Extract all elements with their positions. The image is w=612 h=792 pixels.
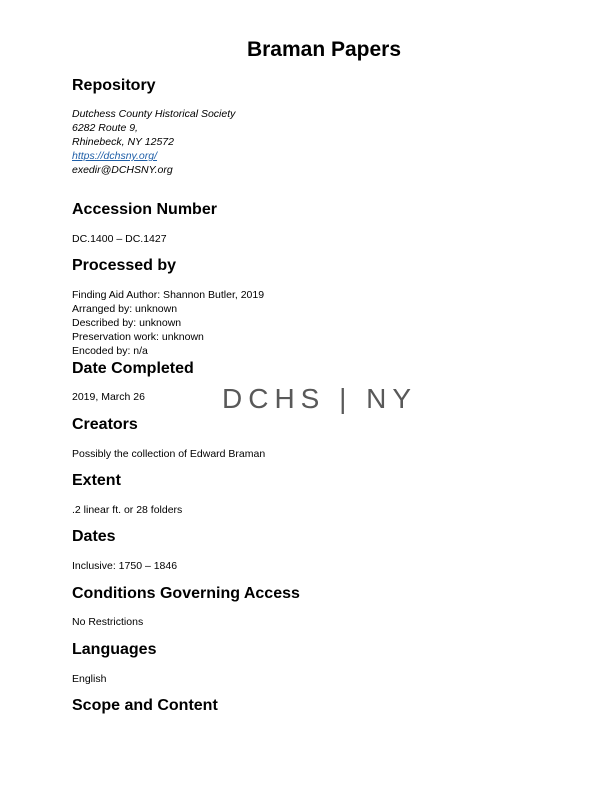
creators-heading: Creators <box>72 416 138 433</box>
repository-heading: Repository <box>72 77 156 94</box>
access-value: No Restrictions <box>72 616 144 628</box>
processed-by-described: Described by: unknown <box>72 317 182 329</box>
repository-name: Dutchess County Historical Society <box>72 108 236 120</box>
date-completed-value: 2019, March 26 <box>72 391 145 403</box>
repository-website-link[interactable]: https://dchsny.org/ <box>72 150 158 162</box>
processed-by-heading: Processed by <box>72 257 177 274</box>
processed-by-encoded: Encoded by: n/a <box>72 345 148 357</box>
access-heading: Conditions Governing Access <box>72 585 300 602</box>
accession-heading: Accession Number <box>72 201 217 218</box>
repository-address-line1: 6282 Route 9, <box>72 122 138 134</box>
repository-address-line2: Rhinebeck, NY 12572 <box>72 136 174 148</box>
extent-value: .2 linear ft. or 28 folders <box>72 504 183 516</box>
dates-value: Inclusive: 1750 – 1846 <box>72 560 178 572</box>
date-completed-heading: Date Completed <box>72 360 194 377</box>
processed-by-author: Finding Aid Author: Shannon Butler, 2019 <box>72 289 265 301</box>
languages-value: English <box>72 673 107 685</box>
processed-by-arranged: Arranged by: unknown <box>72 303 178 315</box>
languages-heading: Languages <box>72 641 157 658</box>
document-title: Braman Papers <box>246 38 402 61</box>
extent-heading: Extent <box>72 472 121 489</box>
scope-heading: Scope and Content <box>72 697 218 714</box>
dchs-watermark: DCHS | NY <box>222 383 418 414</box>
processed-by-preservation: Preservation work: unknown <box>72 331 204 343</box>
accession-value: DC.1400 – DC.1427 <box>72 233 167 245</box>
dates-heading: Dates <box>72 528 116 545</box>
creators-value: Possibly the collection of Edward Braman <box>72 448 266 460</box>
repository-email: exedir@DCHSNY.org <box>72 164 173 176</box>
